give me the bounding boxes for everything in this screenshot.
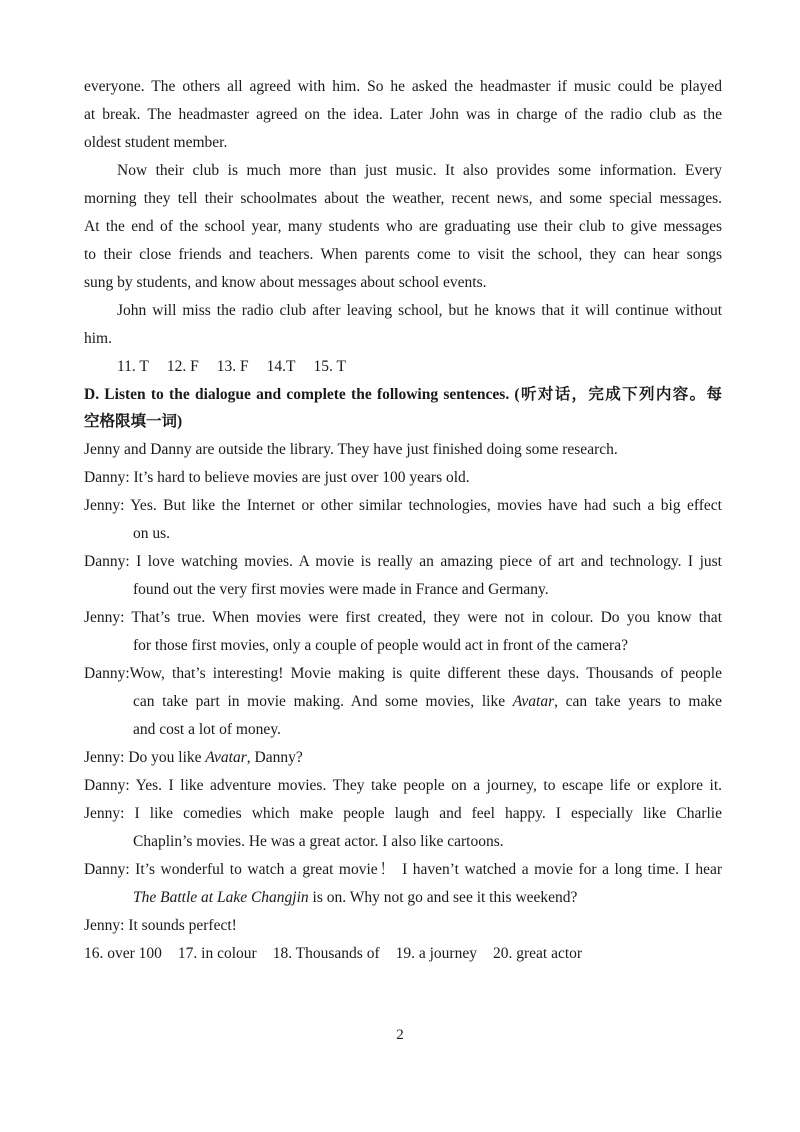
dialogue-line: Jenny: I like comedies which make people laugh and feel happy. I especially like Charlie (84, 805, 722, 822)
dialogue-line: Jenny: That’s true. When movies were first created, they were not in colour. Do you know that (84, 609, 722, 626)
text-line: to their close friends and teachers. When parents come to visit the school, they can hear songs (84, 246, 722, 263)
movie-title: The Battle at Lake Changjin (133, 889, 309, 906)
dialogue-line (133, 692, 722, 712)
dialogue-line: Danny: I love watching movies. A movie is really an amazing piece of art and technology. I just (84, 553, 722, 570)
section-heading-cont: 空格限填一词) (84, 413, 183, 430)
text-line: oldest student member. (84, 134, 228, 151)
answer-item: 20. great actor (492, 945, 583, 962)
dialogue-line: Danny: It’s wonderful to watch a great movie！ I haven’t watched a movie for a long time. I hear (84, 861, 722, 878)
dialogue-line: on us. (133, 525, 171, 542)
dialogue-line: Danny:Wow, that’s interesting! Movie making is quite different these days. Thousands of people (84, 665, 722, 682)
text-line: sung by students, and know about messages about school events. (84, 274, 487, 291)
dialogue-line: Danny: It’s hard to believe movies are just over 100 years old. (84, 469, 470, 486)
dialogue-line (133, 888, 577, 908)
dialogue-line: and cost a lot of money. (133, 721, 281, 738)
answer-item: 19. a journey (395, 945, 477, 962)
dialogue-text: , Danny? (246, 749, 303, 766)
dialogue-line (84, 748, 303, 768)
dialogue-line: Jenny: It sounds perfect! (84, 917, 237, 934)
answer-key-d (84, 944, 598, 964)
text-line: at break. The headmaster agreed on the idea. Later John was in charge of the radio club as the (84, 106, 722, 123)
dialogue-text: can take part in movie making. And some movies, like (133, 693, 506, 710)
answer-item: 15. T (313, 358, 346, 375)
text-line: John will miss the radio club after leaving school, but he knows that it will continue without (117, 302, 722, 319)
answer-item: 16. over 100 (84, 945, 162, 962)
dialogue-text: , can take years to make (554, 693, 722, 710)
answer-item: 18. Thousands of (272, 945, 380, 962)
answer-item: 14.T (266, 358, 296, 375)
section-heading: D. Listen to the dialogue and complete the following sentences. (听对话，完成下列内容。每 (84, 386, 722, 403)
answer-item: 17. in colour (177, 945, 257, 962)
answer-item: 13. F (216, 358, 249, 375)
text-line: him. (84, 330, 112, 347)
page-number: 2 (396, 1027, 404, 1043)
text-line: Now their club is much more than just music. It also provides some information. Every (117, 162, 722, 179)
dialogue-line: for those first movies, only a couple of people would act in front of the camera? (133, 637, 628, 654)
dialogue-intro: Jenny and Danny are outside the library. They have just finished doing some research. (84, 441, 618, 458)
dialogue-line: Jenny: Yes. But like the Internet or other similar technologies, movies have had such a big effect (84, 497, 722, 514)
text-line: everyone. The others all agreed with him. So he asked the headmaster if music could be played (84, 78, 722, 95)
answer-key-c (117, 357, 364, 377)
movie-title: Avatar (205, 749, 247, 766)
dialogue-line: found out the very first movies were made in France and Germany. (133, 581, 549, 598)
dialogue-line: Chaplin’s movies. He was a great actor. I also like cartoons. (133, 833, 504, 850)
text-line: morning they tell their schoolmates about the weather, recent news, and some special messages. (84, 190, 722, 207)
dialogue-line: Danny: Yes. I like adventure movies. They take people on a journey, to escape life or explore it. (84, 777, 722, 794)
dialogue-text: Jenny: Do you like (84, 749, 202, 766)
answer-item: 12. F (166, 358, 199, 375)
text-line: At the end of the school year, many students who are graduating use their club to give messages (84, 218, 722, 235)
answer-item: 11. T (117, 358, 149, 375)
movie-title: Avatar (512, 693, 555, 710)
dialogue-text: is on. Why not go and see it this weekend? (308, 889, 578, 906)
